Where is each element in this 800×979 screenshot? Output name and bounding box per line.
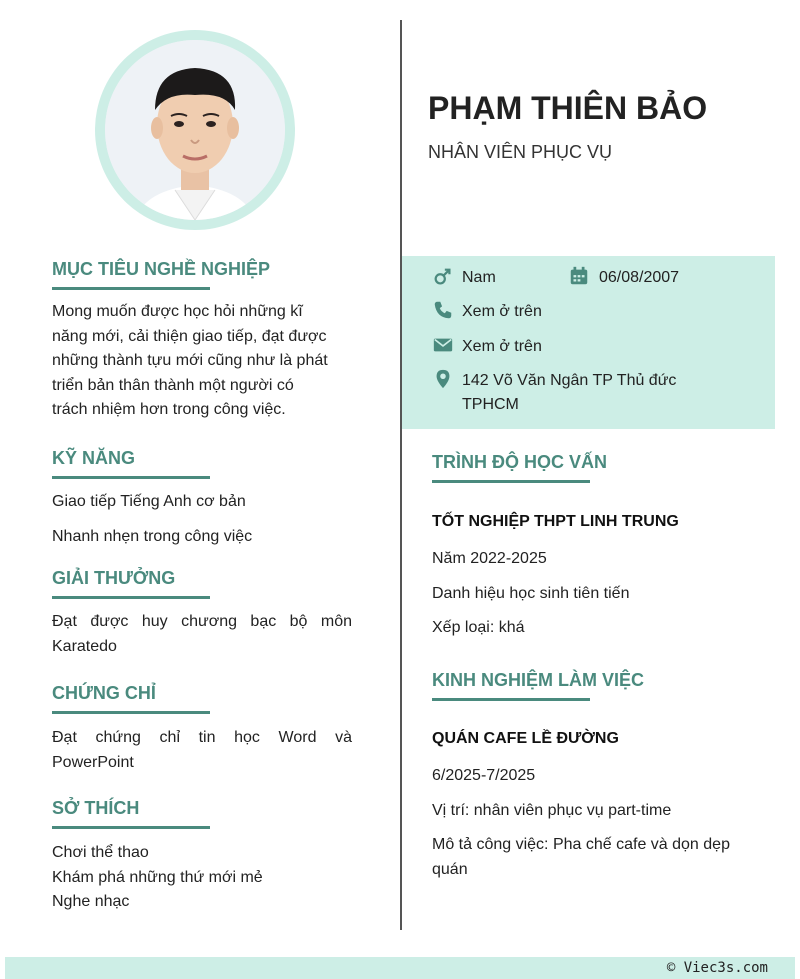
awards-line: Karatedo xyxy=(52,637,117,655)
school-name: TỐT NGHIỆP THPT LINH TRUNG xyxy=(432,513,679,530)
hobby-item: Khám phá những thứ mới mẻ xyxy=(52,868,263,886)
certificates-line: PowerPoint xyxy=(52,753,134,771)
footer-credit: © Viec3s.com xyxy=(666,960,768,976)
skills-heading: KỸ NĂNG xyxy=(52,448,212,469)
address-line: TPHCM xyxy=(462,396,519,413)
avatar xyxy=(105,40,285,220)
hobby-item: Chơi thể thao xyxy=(52,844,149,861)
certificates-heading: CHỨNG CHỈ xyxy=(52,683,212,704)
objective-line: Mong muốn được học hỏi những kĩ xyxy=(52,303,303,320)
portrait-photo xyxy=(105,40,285,220)
contact-panel xyxy=(402,256,775,429)
objective-line: trách nhiệm hơn trong công việc. xyxy=(52,401,286,418)
phone-icon xyxy=(432,299,454,321)
experience-position: Vị trí: nhân viên phục vụ part-time xyxy=(432,802,672,819)
address-line: 142 Võ Văn Ngân TP Thủ đức xyxy=(462,372,677,389)
candidate-name: PHẠM THIÊN BẢO xyxy=(428,90,708,126)
objective-line: những thành tựu mới cũng như là phát xyxy=(52,352,328,369)
objective-line: triển bản thân thành một người có xyxy=(52,376,294,394)
education-years: Năm 2022-2025 xyxy=(432,550,547,567)
description-line: quán xyxy=(432,860,468,878)
certificates-line: Đạt chứng chỉ tin học Word và xyxy=(52,729,352,746)
experience-description xyxy=(432,833,762,882)
description-line: Mô tả công việc: Pha chế cafe và dọn dẹp xyxy=(432,836,730,853)
certificates-text xyxy=(52,726,352,775)
education-rank: Xếp loại: khá xyxy=(432,619,525,636)
awards-line: Đạt được huy chương bạc bộ môn xyxy=(52,613,352,630)
objective-heading: MỤC TIÊU NGHỀ NGHIỆP xyxy=(52,259,271,279)
skill-item: Nhanh nhẹn trong công việc xyxy=(52,528,253,545)
hobbies-list xyxy=(52,841,352,915)
location-pin-icon xyxy=(432,368,454,390)
job-title: NHÂN VIÊN PHỤC VỤ xyxy=(428,142,613,162)
avatar-frame xyxy=(95,30,295,230)
experience-heading: KINH NGHIỆM LÀM VIỆC xyxy=(432,670,645,690)
mail-icon xyxy=(432,334,454,356)
education-honor: Danh hiệu học sinh tiên tiến xyxy=(432,585,630,602)
skill-item: Giao tiếp Tiếng Anh cơ bản xyxy=(52,493,246,510)
education-heading: TRÌNH ĐỘ HỌC VẤN xyxy=(432,452,607,472)
objective-line: năng mới, cải thiện giao tiếp, đạt được xyxy=(52,327,327,345)
gender-icon xyxy=(432,266,454,288)
hobbies-heading: SỞ THÍCH xyxy=(52,798,212,819)
objective-text xyxy=(52,300,352,423)
company-name: QUÁN CAFE LỀ ĐƯỜNG xyxy=(432,730,619,747)
gender-value: Nam xyxy=(462,269,496,286)
phone-value: Xem ở trên xyxy=(462,303,542,320)
awards-text xyxy=(52,610,352,659)
email-value: Xem ở trên xyxy=(462,338,542,355)
footer-bar xyxy=(5,957,795,979)
hobby-item: Nghe nhạc xyxy=(52,893,130,910)
birthday-value: 06/08/2007 xyxy=(599,269,680,286)
awards-heading: GIẢI THƯỞNG xyxy=(52,568,212,589)
calendar-icon xyxy=(568,265,590,287)
experience-period: 6/2025-7/2025 xyxy=(432,767,536,784)
vertical-divider xyxy=(400,20,402,930)
